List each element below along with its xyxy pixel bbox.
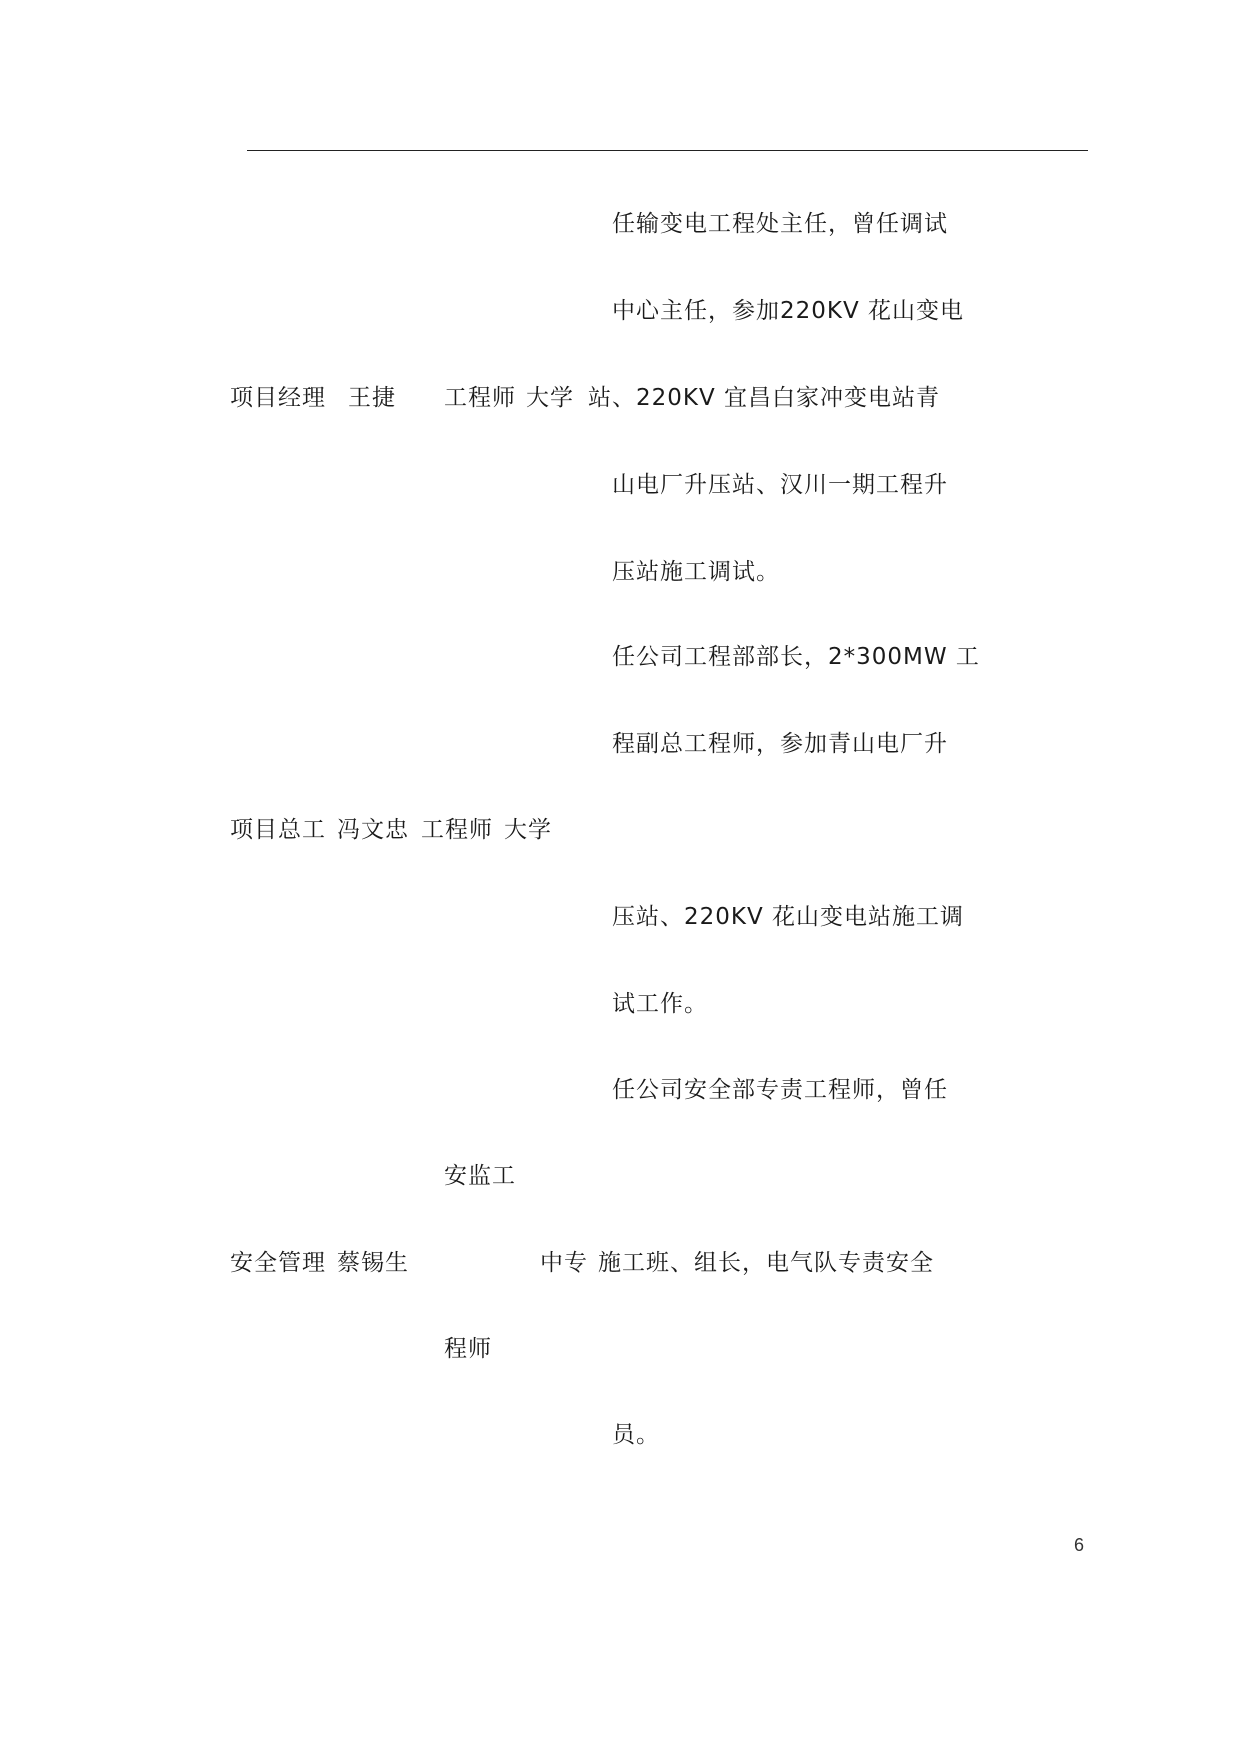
header-rule bbox=[247, 150, 1088, 151]
experience-line: 任输变电工程处主任，曾任调试 bbox=[612, 211, 948, 237]
experience-line: 任公司工程部部长，2*300MW 工 bbox=[612, 644, 980, 670]
role-cell: 项目经理 bbox=[230, 385, 326, 411]
education-cell: 大学 bbox=[526, 385, 574, 411]
experience-line: 员。 bbox=[612, 1422, 660, 1448]
experience-line: 压站施工调试。 bbox=[612, 559, 780, 585]
experience-line: 施工班、组长，电气队专责安全 bbox=[598, 1250, 934, 1276]
experience-line: 程副总工程师，参加青山电厂升 bbox=[612, 731, 948, 757]
experience-line: 中心主任，参加220KV 花山变电 bbox=[612, 298, 965, 324]
experience-line: 试工作。 bbox=[612, 991, 708, 1017]
title-cell: 工程师 bbox=[444, 385, 516, 411]
experience-line: 压站、220KV 花山变电站施工调 bbox=[612, 904, 965, 930]
page-number: 6 bbox=[1074, 1535, 1085, 1555]
role-cell: 安全管理 bbox=[230, 1250, 326, 1276]
education-cell: 中专 bbox=[540, 1250, 588, 1276]
experience-line: 站、220KV 宜昌白家冲变电站青 bbox=[588, 385, 941, 411]
role-cell: 项目总工 bbox=[230, 817, 326, 843]
experience-line: 山电厂升压站、汉川一期工程升 bbox=[612, 472, 948, 498]
title-cell: 工程师 bbox=[421, 817, 493, 843]
name-cell: 冯文忠 bbox=[337, 817, 409, 843]
experience-line: 任公司安全部专责工程师，曾任 bbox=[612, 1077, 948, 1103]
education-cell: 大学 bbox=[504, 817, 552, 843]
name-cell: 蔡锡生 bbox=[337, 1250, 409, 1276]
title-cell-line: 程师 bbox=[444, 1336, 492, 1362]
name-cell: 王捷 bbox=[348, 385, 396, 411]
title-cell-line: 安监工 bbox=[444, 1163, 516, 1189]
